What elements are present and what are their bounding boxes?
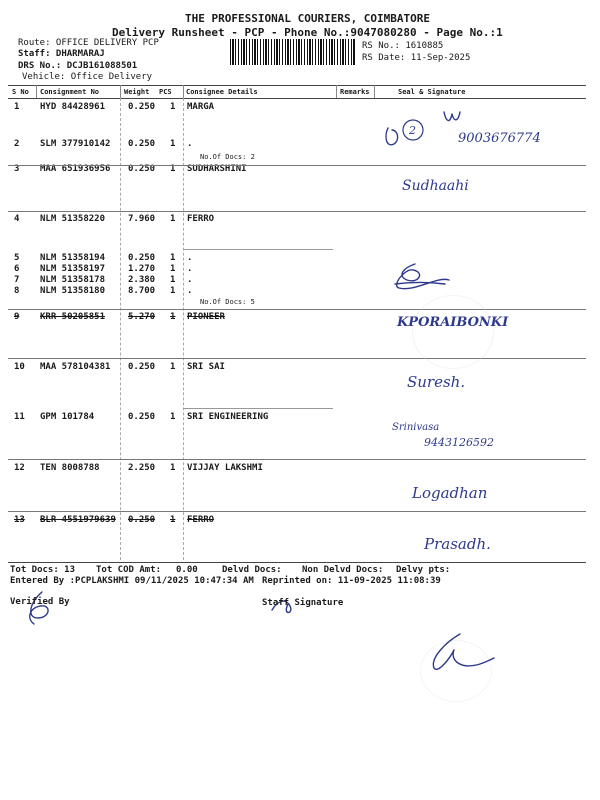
col-divider	[120, 98, 121, 560]
verified-by: Verified By	[10, 597, 70, 607]
row-consignment-no: MAA 578104381	[40, 362, 111, 372]
row-consignee: SRI ENGINEERING	[187, 412, 269, 422]
row-consignment-no: MAA 651936956	[40, 164, 111, 174]
signature-row-9	[395, 306, 535, 334]
row-consignee: MARGA	[187, 102, 215, 112]
row-consignment-no: KRR 50205851	[40, 312, 106, 322]
row-pcs: 1	[170, 412, 176, 422]
col-sno: S No	[12, 88, 29, 96]
row-pcs: 1	[170, 515, 176, 525]
header-top-rule	[8, 85, 586, 86]
col-divider	[183, 85, 184, 98]
row-consignee: FERRO	[187, 515, 215, 525]
row-weight: 0.250	[128, 139, 156, 149]
row-sno: 7	[14, 275, 20, 285]
row-consignment-no: BLR 4551979639	[40, 515, 116, 525]
row-sno: 2	[14, 139, 20, 149]
row-pcs: 1	[170, 286, 176, 296]
row-weight: 8.700	[128, 286, 156, 296]
docs-note-2: No.Of Docs: 5	[200, 298, 255, 306]
row-sno: 6	[14, 264, 20, 274]
row-separator	[8, 165, 586, 166]
row-sno: 12	[14, 463, 25, 473]
row-sno: 9	[14, 312, 20, 322]
signature-row-4	[385, 258, 455, 298]
row-consignee: VIJJAY LAKSHMI	[187, 463, 263, 473]
row-consignee: .	[187, 139, 193, 149]
table-bottom-rule	[8, 562, 586, 563]
row-consignment-no: TEN 8008788	[40, 463, 100, 473]
svg-text:2: 2	[409, 124, 416, 137]
row-consignee: PIONEER	[187, 312, 225, 322]
row-separator	[8, 211, 586, 212]
svg-text:Suresh.: Suresh.	[407, 373, 466, 391]
signature-row-10	[405, 365, 505, 397]
col-divider	[374, 85, 375, 98]
row-pcs: 1	[170, 463, 176, 473]
col-weight: Weight	[124, 88, 150, 96]
row-consignee: .	[187, 253, 193, 263]
row-pcs: 1	[170, 214, 176, 224]
header-bottom-rule	[8, 98, 586, 99]
row-consignment-no: NLM 51358220	[40, 214, 106, 224]
entered-by: Entered By :PCPLAKSHMI 09/11/2025 10:47:34 AM	[10, 576, 254, 586]
row-weight: 0.250	[128, 253, 156, 263]
row-weight: 0.250	[128, 164, 156, 174]
row-consignee: .	[187, 286, 193, 296]
row-consignment-no: NLM 51358197	[40, 264, 106, 274]
row-separator	[183, 249, 333, 250]
row-sno: 13	[14, 515, 25, 525]
row-consignment-no: GPM 101784	[40, 412, 95, 422]
signature-row-1	[380, 100, 570, 160]
col-remarks: Remarks	[340, 88, 370, 96]
row-consignee: FERRO	[187, 214, 215, 224]
total-docs: Tot Docs: 13	[10, 565, 76, 575]
row-sno: 4	[14, 214, 20, 224]
svg-text:Sudhaahi: Sudhaahi	[402, 178, 469, 194]
signature-row-12	[410, 474, 530, 508]
row-pcs: 1	[170, 362, 176, 372]
col-pcs: PCS	[159, 88, 172, 96]
row-consignment-no: NLM 51358180	[40, 286, 106, 296]
total-cod-label: Tot COD Amt:	[96, 565, 162, 575]
company-name: THE PROFESSIONAL COURIERS, COIMBATORE	[185, 12, 431, 25]
col-consignee: Consignee Details	[186, 88, 258, 96]
row-consignment-no: NLM 51358178	[40, 275, 106, 285]
row-separator	[183, 408, 333, 409]
col-divider	[336, 85, 337, 98]
row-consignee: SUDHARSHINI	[187, 164, 247, 174]
rs-number: RS No.: 1610885	[362, 41, 444, 51]
total-cod-value: 0.00	[176, 565, 198, 575]
route-label: Route: OFFICE DELIVERY PCP	[18, 38, 159, 48]
vehicle-label: Vehicle: Office Delivery	[22, 72, 153, 82]
row-weight: 0.250	[128, 362, 156, 372]
row-pcs: 1	[170, 275, 176, 285]
bottom-signature	[420, 628, 500, 678]
row-sno: 10	[14, 362, 25, 372]
runsheet-title: Delivery Runsheet - PCP - Phone No.:9047080280 - Page No.:1	[112, 26, 503, 39]
signature-row-3	[400, 168, 520, 200]
row-weight: 2.380	[128, 275, 156, 285]
row-consignment-no: SLM 377910142	[40, 139, 111, 149]
rs-date: RS Date: 11-Sep-2025	[362, 53, 471, 63]
barcode	[230, 39, 356, 65]
row-consignee: .	[187, 275, 193, 285]
svg-text:Logadhan: Logadhan	[412, 484, 488, 502]
row-sno: 5	[14, 253, 20, 263]
col-divider	[36, 85, 37, 98]
row-separator	[8, 358, 586, 359]
row-pcs: 1	[170, 312, 176, 322]
row-pcs: 1	[170, 264, 176, 274]
signature-row-13	[422, 525, 532, 559]
docs-note-1: No.Of Docs: 2	[200, 153, 255, 161]
verifier-signature	[12, 588, 62, 628]
row-consignment-no: HYD 84428961	[40, 102, 106, 112]
row-sno: 1	[14, 102, 20, 112]
col-consignment: Consignment No	[40, 88, 100, 96]
reprinted-on: Reprinted on: 11-09-2025 11:08:39	[262, 576, 441, 586]
row-consignee: .	[187, 264, 193, 274]
non-delivered-docs: Non Delvd Docs:	[302, 565, 384, 575]
svg-text:KPORAIBONKI: KPORAIBONKI	[397, 315, 509, 330]
col-seal: Seal & Signature	[398, 88, 466, 96]
row-weight: 0.250	[128, 515, 156, 525]
row-sno: 11	[14, 412, 25, 422]
row-sno: 8	[14, 286, 20, 296]
svg-text:Prasadh.: Prasadh.	[424, 535, 491, 553]
row-sno: 3	[14, 164, 20, 174]
staff-signature-label: Staff Signature	[262, 598, 344, 608]
row-consignee: SRI SAI	[187, 362, 225, 372]
row-separator	[8, 459, 586, 460]
row-pcs: 1	[170, 253, 176, 263]
row-pcs: 1	[170, 139, 176, 149]
drs-number: DRS No.: DCJB161088501	[18, 61, 138, 71]
staff-label: Staff: DHARMARAJ	[18, 49, 105, 59]
signature-row-11	[390, 416, 530, 452]
row-separator	[8, 511, 586, 512]
delivered-docs: Delvd Docs:	[222, 565, 282, 575]
row-pcs: 1	[170, 164, 176, 174]
svg-text:9003676774: 9003676774	[458, 131, 541, 146]
row-weight: 0.250	[128, 412, 156, 422]
row-weight: 2.250	[128, 463, 156, 473]
svg-text:Srinivasa: Srinivasa	[392, 422, 440, 433]
row-weight: 1.270	[128, 264, 156, 274]
row-weight: 5.270	[128, 312, 156, 322]
col-divider	[120, 85, 121, 98]
delivery-points: Delvy pts:	[396, 565, 451, 575]
row-consignment-no: NLM 51358194	[40, 253, 106, 263]
row-weight: 7.960	[128, 214, 156, 224]
row-pcs: 1	[170, 102, 176, 112]
col-divider	[183, 98, 184, 560]
svg-text:9443126592: 9443126592	[424, 436, 494, 449]
row-weight: 0.250	[128, 102, 156, 112]
